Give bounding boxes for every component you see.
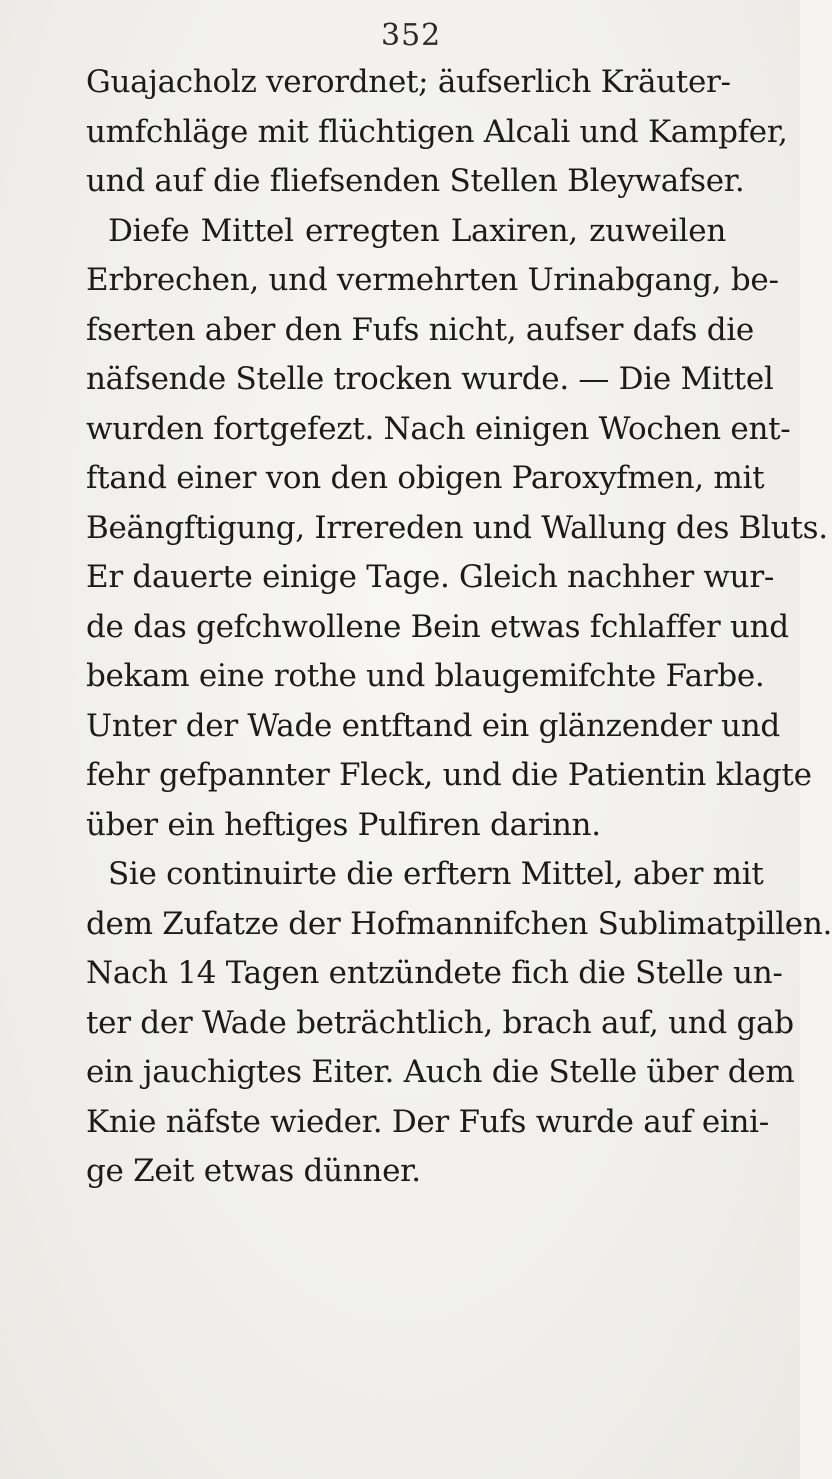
text-line: fehr gefpannter Fleck, und die Patientin klagte <box>86 757 812 793</box>
text-line: ein jauchigtes Eiter. Auch die Stelle über dem <box>86 1054 795 1090</box>
text-line: fserten aber den Fufs nicht, aufser dafs die <box>86 311 754 348</box>
text-line: über ein heftiges Pulfiren darinn. <box>86 806 601 843</box>
text-line: Sie continuirte die erftern Mittel, aber mit <box>108 856 764 892</box>
text-line: wurden fortgefezt. Nach einigen Wochen ent- <box>86 410 791 447</box>
text-line: Unter der Wade entftand ein glänzender und <box>86 707 780 744</box>
text-line: bekam eine rothe und blaugemifchte Farbe. <box>86 658 765 694</box>
text-line: ftand einer von den obigen Paroxyfmen, mit <box>86 460 765 496</box>
text-line: ter der Wade beträchtlich, brach auf, und gab <box>86 1004 794 1041</box>
text-line: Er dauerte einige Tage. Gleich nachher wur- <box>86 559 775 595</box>
text-line: Knie näfste wieder. Der Fufs wurde auf eini- <box>86 1103 769 1140</box>
text-line: Diefe Mittel erregten Laxiren, zuweilen <box>108 212 726 249</box>
text-line: Beängftigung, Irrereden und Wallung des Bluts. <box>86 509 828 546</box>
text-line: umfchläge mit flüchtigen Alcali und Kampfer, <box>86 113 788 150</box>
text-line: de das gefchwollene Bein etwas fchlaffer und <box>86 608 789 645</box>
text-line: näfsende Stelle trocken wurde. — Die Mittel <box>86 361 774 397</box>
text-line: Guajacholz verordnet; äufserlich Kräuter- <box>86 64 731 100</box>
text-line: ge Zeit etwas dünner. <box>86 1153 421 1189</box>
text-line: Erbrechen, und vermehrten Urinabgang, be- <box>86 262 779 298</box>
text-line: dem Zufatze der Hofmannifchen Sublimatpillen. <box>86 905 832 942</box>
body-text <box>86 58 832 1197</box>
text-line: Nach 14 Tagen entzündete fich die Stelle un- <box>86 955 783 991</box>
page-number: 352 <box>381 18 442 53</box>
text-line: und auf die fliefsenden Stellen Bleywafser. <box>86 163 745 199</box>
